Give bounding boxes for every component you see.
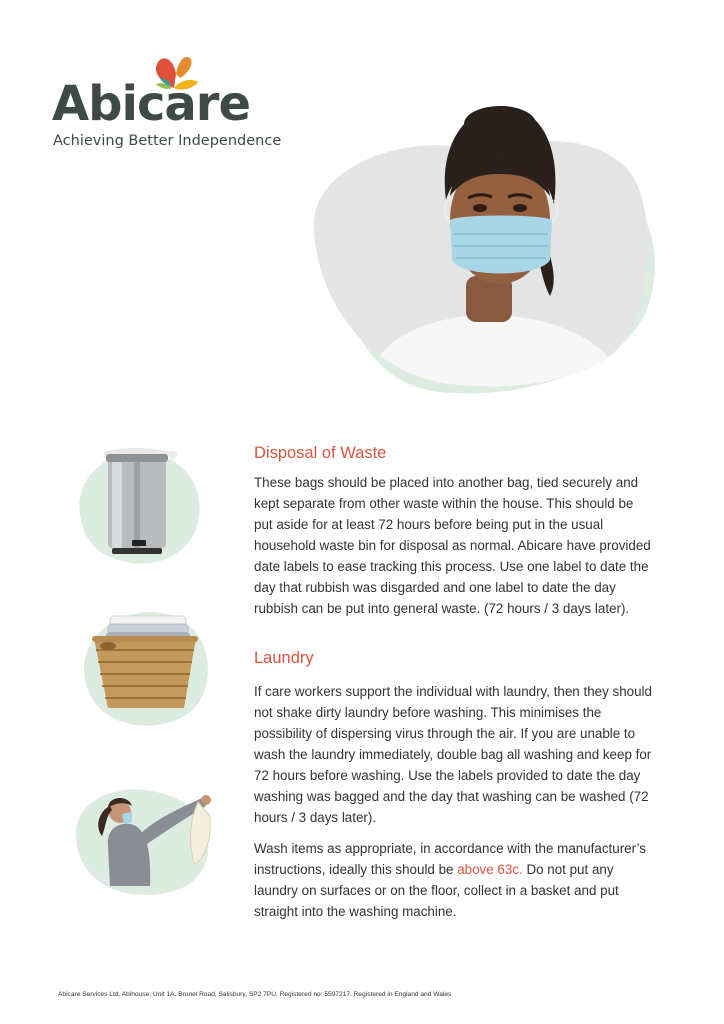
- final-paragraph-text-after: Do not put any laundry on surfaces or on the floor, collect in a basket and put straight into the washing machine.: [254, 862, 619, 919]
- woman-holding-laundry-image: [72, 780, 222, 900]
- pedal-bin-image: [72, 444, 204, 568]
- section-heading: Disposal of Waste: [254, 444, 387, 462]
- laundry-basket-image: [78, 606, 214, 730]
- section-paragraph: These bags should be placed into another bag, tied securely and kept separate from other waste within the house. This should be put aside for at least 72 hours before being put in the usual household waste bin for disposal as normal. Abicare have provided date labels to ease tracking this process. Use one label to date the day that rubbish was disgarded and one label to date the day rubbish can be put into general waste. (72 hours / 3 days later).: [254, 475, 651, 616]
- logo-wordmark: Abicare: [52, 76, 251, 132]
- section-disposal-of-waste: [254, 444, 654, 619]
- section-final-paragraph: [254, 838, 654, 922]
- hero-illustration: [300, 100, 660, 400]
- hero-masked-woman-photo: [300, 100, 660, 400]
- logo-tagline: Achieving Better Independence: [53, 133, 282, 149]
- section-paragraph: If care workers support the individual with laundry, then they should not shake dirty laundry before washing. This minimises the possibility of dispersing virus through the air. If you are unable to wash the laundry immediately, double bag all washing and keep for 72 hours before washing. Use the labels provided to date the day washing was bagged and the day that washing can be washed (72 hours / 3 days later).: [254, 684, 652, 825]
- footer-company-info: Abicare Services Ltd, Abihouse, Unit 1A, Brunel Road, Salisbury, SP2 7PU. Registered no: 5597217. Registered in England and Wales: [58, 991, 452, 998]
- section-heading: Laundry: [254, 649, 314, 667]
- section-laundry: [254, 649, 654, 922]
- abicare-logo: [52, 52, 292, 152]
- temperature-highlight: above 63c.: [457, 862, 523, 877]
- final-paragraph-text-before: Wash items as appropriate, in accordance with the manufacturer’s instructions, ideally this should be: [254, 841, 646, 877]
